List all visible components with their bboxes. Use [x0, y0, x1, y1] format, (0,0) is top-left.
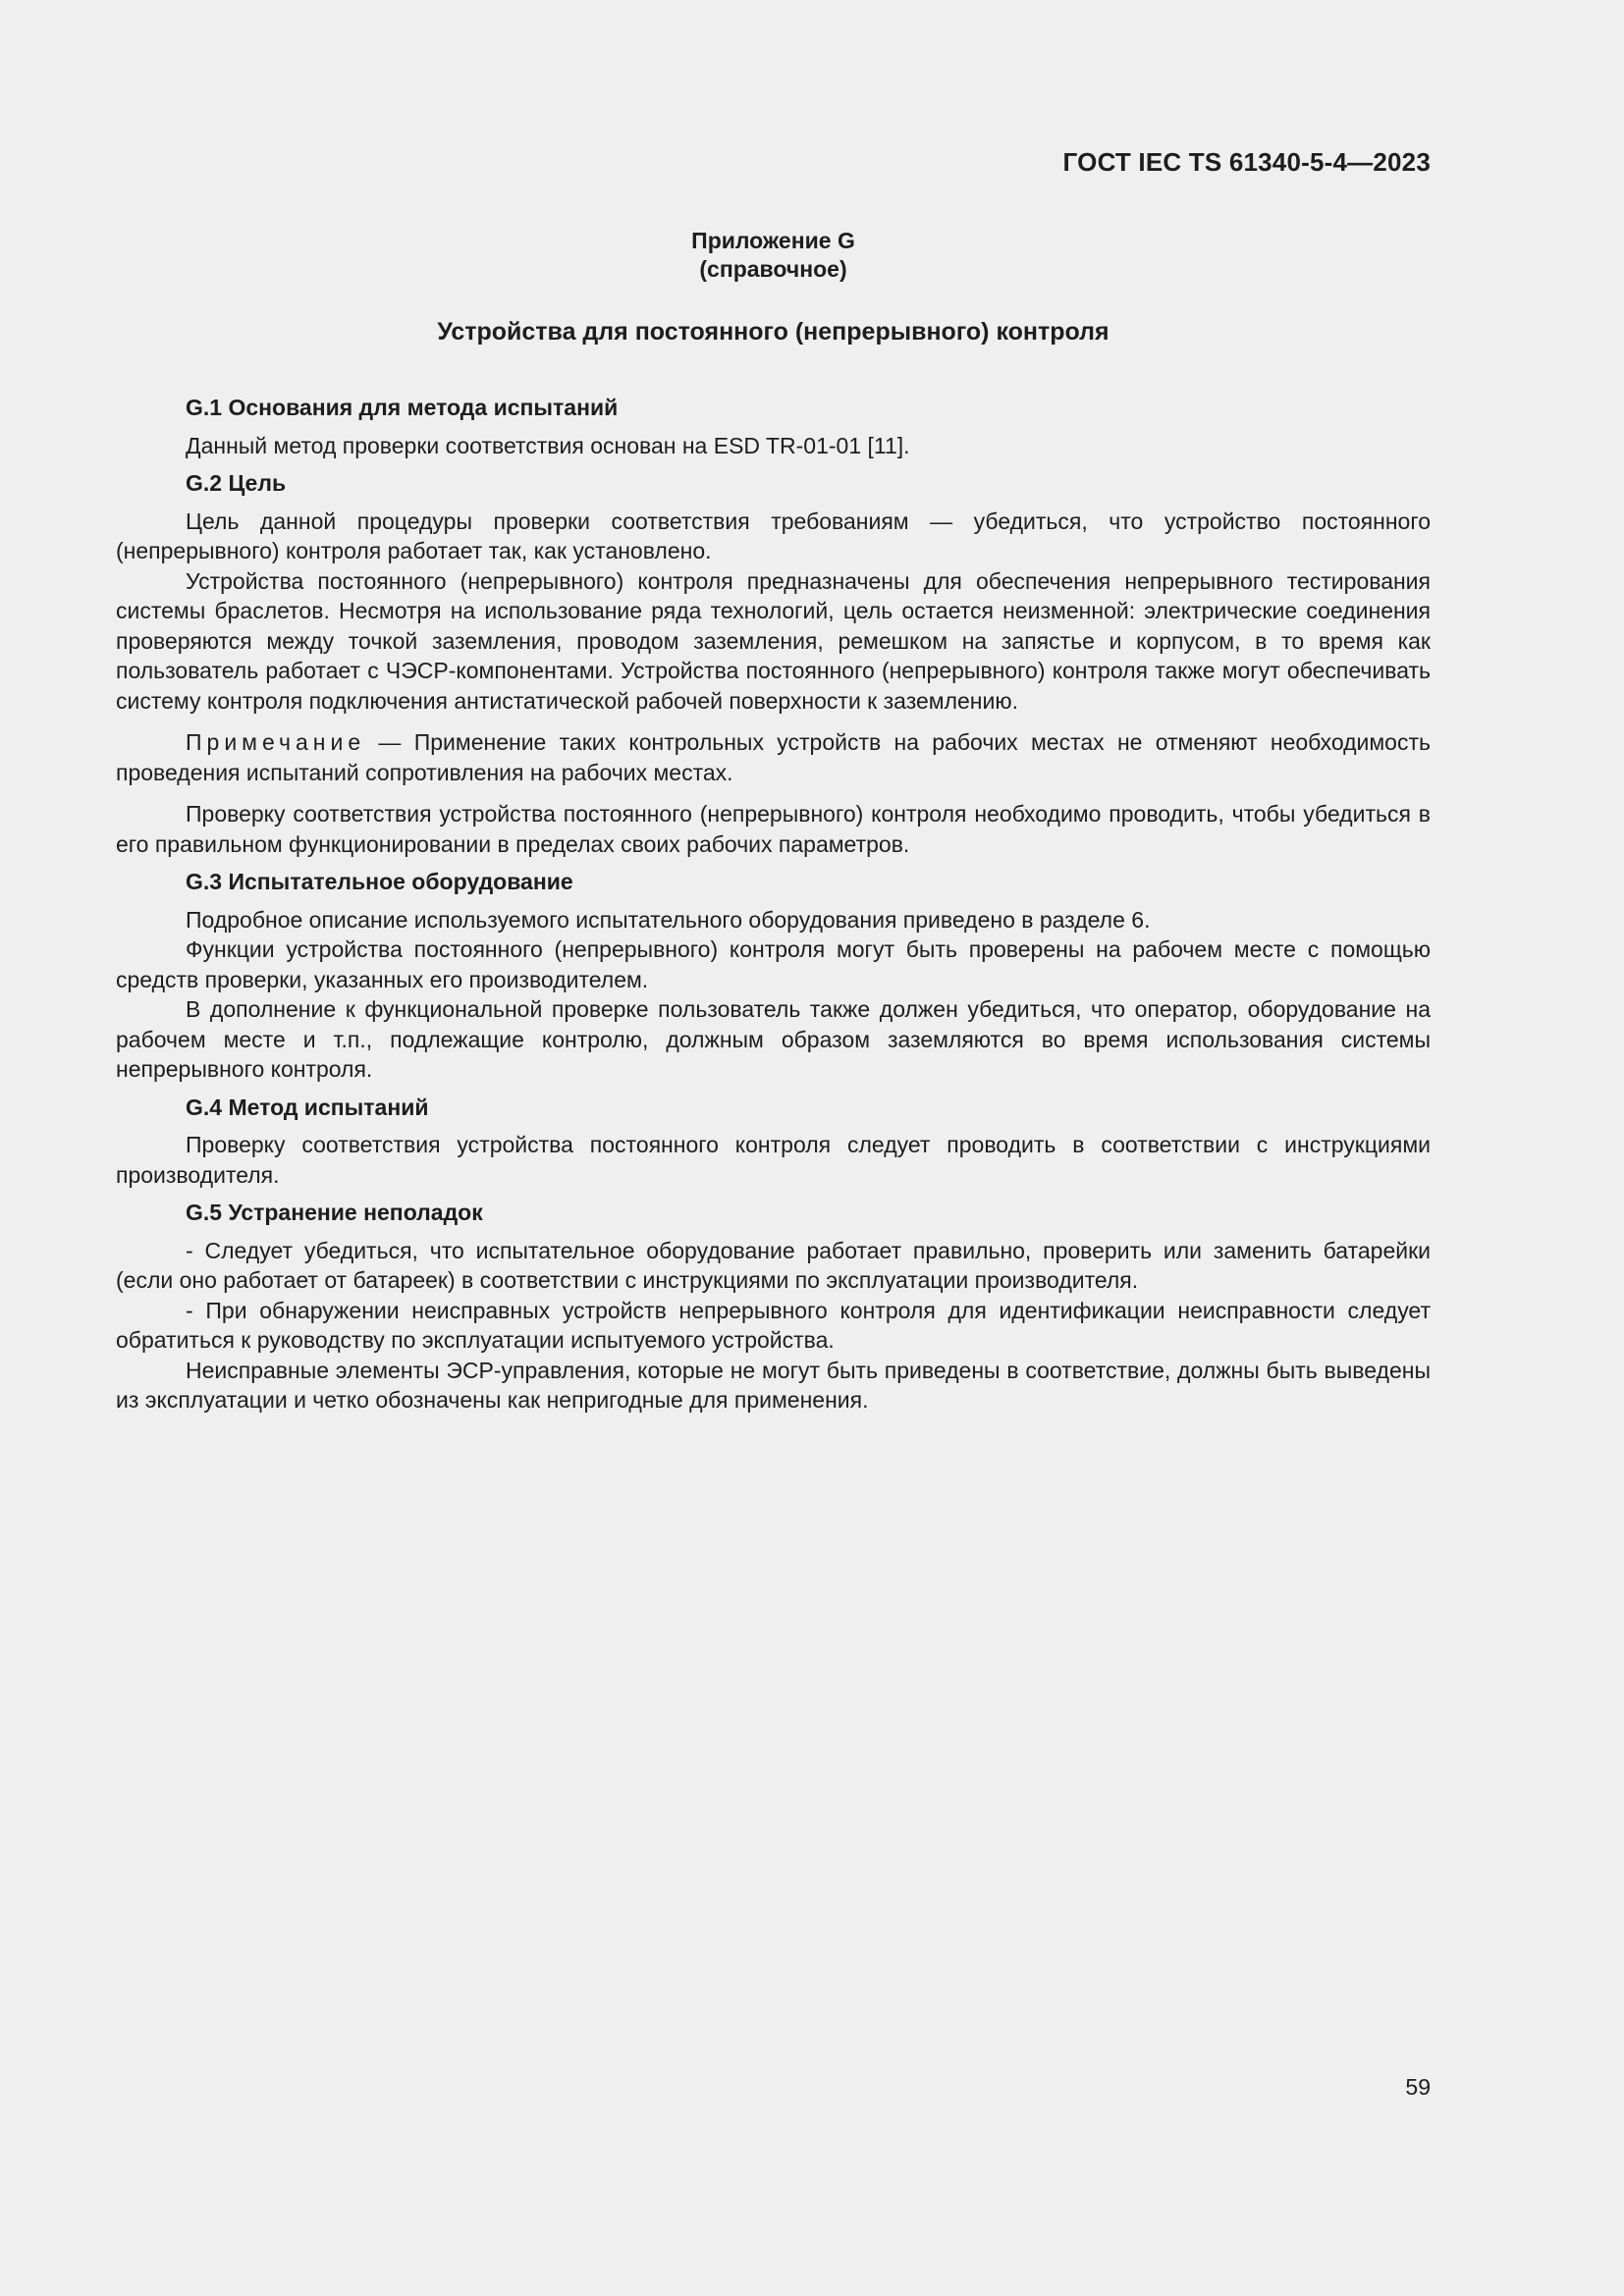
document-code: ГОСТ IEC TS 61340-5-4—2023	[1062, 147, 1431, 177]
note-text: — Применение таких контрольных устройств на рабочих местах не отменяют необходимость проведения испытаний сопротивления на рабочих местах.	[116, 729, 1431, 785]
list-item: - Следует убедиться, что испытательное оборудование работает правильно, проверить или заменить батарейки (если оно работает от батареек) в соответствии с инструкциями по эксплуатации производителя.	[116, 1237, 1431, 1293]
note-label: Примечание	[186, 729, 366, 755]
paragraph: Цель данной процедуры проверки соответствия требованиям — убедиться, что устройство постоянного (непрерывного) контроля работает так, как установлено.	[116, 507, 1431, 563]
page-number: 59	[1405, 2074, 1431, 2100]
paragraph: Проверку соответствия устройства постоянного контроля следует проводить в соответствии с инструкциями производителя.	[116, 1132, 1431, 1188]
document-body	[116, 393, 1431, 1415]
list-item: - При обнаружении неисправных устройств непрерывного контроля для идентификации неисправности следует обратиться к руководству по эксплуатации испытуемого устройства.	[116, 1297, 1431, 1353]
annex-title: Устройства для постоянного (непрерывного) контроля	[437, 318, 1110, 346]
annex-type: (справочное)	[699, 256, 847, 282]
annex-heading	[116, 227, 1431, 284]
section-heading-g3: G.3 Испытательное оборудование	[186, 869, 573, 894]
paragraph: Неисправные элементы ЭСР-управления, которые не могут быть приведены в соответствие, должны быть выведены из эксплуатации и четко обозначены как непригодные для применения.	[116, 1357, 1431, 1413]
section-heading-g4: G.4 Метод испытаний	[186, 1094, 429, 1120]
section-heading-g5: G.5 Устранение неполадок	[186, 1200, 483, 1225]
annex-label: Приложение G	[691, 228, 855, 253]
section-heading-g2: G.2 Цель	[186, 470, 287, 496]
note	[116, 727, 1431, 787]
paragraph: Подробное описание используемого испытательного оборудования приведено в разделе 6.	[186, 906, 1151, 933]
paragraph: Устройства постоянного (непрерывного) контроля предназначены для обеспечения непрерывного тестирования системы браслетов. Несмотря на использование ряда технологий, цель остается неизменной: электрические соединения проверяются между точкой заземления, проводом заземления, ремешком на запястье и корпусом, в то время как пользователь работает с ЧЭСР-компонентами. Устройства постоянного (непрерывного) контроля также могут обеспечивать систему контроля подключения антистатической рабочей поверхности к заземлению.	[116, 567, 1431, 714]
document-page	[116, 0, 1431, 2296]
paragraph: Функции устройства постоянного (непрерывного) контроля могут быть проверены на рабочем месте с помощью средств проверки, указанных его производителем.	[116, 936, 1431, 992]
paragraph: В дополнение к функциональной проверке пользователь также должен убедиться, что оператор, оборудование на рабочем месте и т.п., подлежащие контролю, должным образом заземляются во время использования системы непрерывного контроля.	[116, 996, 1431, 1082]
paragraph: Проверку соответствия устройства постоянного (непрерывного) контроля необходимо проводить, чтобы убедиться в его правильном функционировании в пределах своих рабочих параметров.	[116, 801, 1431, 857]
paragraph: Данный метод проверки соответствия основан на ESD TR-01-01 [11].	[186, 432, 910, 458]
section-heading-g1: G.1 Основания для метода испытаний	[186, 395, 619, 420]
